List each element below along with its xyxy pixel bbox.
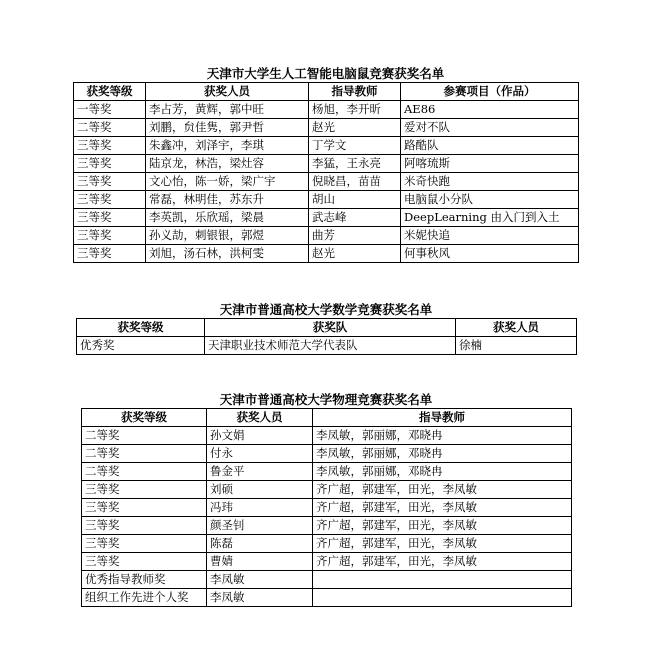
table-cell: 丁学文 <box>309 137 401 155</box>
table-cell: 冯玮 <box>207 499 313 517</box>
table-row <box>74 119 579 137</box>
physics-table <box>81 408 572 607</box>
table-cell: 三等奖 <box>74 245 146 263</box>
table-cell: 三等奖 <box>74 155 146 173</box>
table-cell: 米妮快追 <box>401 227 579 245</box>
table-header-row <box>74 83 579 101</box>
header-cell: 获奖队 <box>205 319 456 337</box>
header-cell: 获奖人员 <box>146 83 309 101</box>
table-cell: 天津职业技术师范大学代表队 <box>205 337 456 355</box>
header-cell: 获奖人员 <box>456 319 577 337</box>
table-row <box>82 535 572 553</box>
table-cell <box>313 589 572 607</box>
table-cell: 李猛，王永亮 <box>309 155 401 173</box>
table-cell: 三等奖 <box>74 227 146 245</box>
table-cell: 胡山 <box>309 191 401 209</box>
ai-mouse-section <box>73 66 579 263</box>
table-cell: 刘旭，汤石林，洪柯雯 <box>146 245 309 263</box>
header-cell: 获奖人员 <box>207 409 313 427</box>
table-cell: 米奇快跑 <box>401 173 579 191</box>
table-cell: 朱鑫冲，刘泽宇，李琪 <box>146 137 309 155</box>
table-cell: 齐广超，郭建军，田光，李凤敏 <box>313 517 572 535</box>
table-cell: 何事秋风 <box>401 245 579 263</box>
table-row <box>74 101 579 119</box>
header-cell: 指导教师 <box>309 83 401 101</box>
table-header-row <box>77 319 577 337</box>
table-cell: 二等奖 <box>82 463 207 481</box>
table-row <box>82 571 572 589</box>
table-row <box>82 481 572 499</box>
table-cell: 倪晓昌，苗苗 <box>309 173 401 191</box>
table-cell: 二等奖 <box>74 119 146 137</box>
table-cell: 曹婧 <box>207 553 313 571</box>
header-cell: 参赛项目（作品） <box>401 83 579 101</box>
table-cell: 电脑鼠小分队 <box>401 191 579 209</box>
table-cell: 三等奖 <box>82 499 207 517</box>
table-cell: 曲芳 <box>309 227 401 245</box>
table-cell: 优秀奖 <box>77 337 205 355</box>
ai-mouse-table <box>73 82 579 263</box>
table-row <box>74 209 579 227</box>
math-table <box>76 318 577 355</box>
table-cell: 路酷队 <box>401 137 579 155</box>
table-cell: 三等奖 <box>82 481 207 499</box>
header-cell: 指导教师 <box>313 409 572 427</box>
table-cell: 组织工作先进个人奖 <box>82 589 207 607</box>
table-cell: 齐广超，郭建军，田光，李凤敏 <box>313 535 572 553</box>
table-cell: 文心怡，陈一娇，梁广宇 <box>146 173 309 191</box>
physics-title: 天津市普通高校大学物理竞赛获奖名单 <box>219 392 433 407</box>
table-cell: 优秀指导教师奖 <box>82 571 207 589</box>
table-cell: 三等奖 <box>74 173 146 191</box>
table-cell: 三等奖 <box>74 137 146 155</box>
header-cell: 获奖等级 <box>82 409 207 427</box>
table-cell: 陈磊 <box>207 535 313 553</box>
table-cell: 爱对不队 <box>401 119 579 137</box>
table-cell: 陆京龙，林浩，梁灶容 <box>146 155 309 173</box>
table-row <box>82 445 572 463</box>
table-cell: DeepLearning 由入门到入土 <box>401 209 579 227</box>
table-cell: 徐楠 <box>456 337 577 355</box>
table-cell: 孙文娟 <box>207 427 313 445</box>
table-cell: 齐广超，郭建军，田光，李凤敏 <box>313 481 572 499</box>
table-cell: 付永 <box>207 445 313 463</box>
table-cell: 赵光 <box>309 119 401 137</box>
table-cell: 武志峰 <box>309 209 401 227</box>
table-cell: 李英凯，乐欣瑶，梁晨 <box>146 209 309 227</box>
table-cell: 三等奖 <box>74 209 146 227</box>
table-cell: 一等奖 <box>74 101 146 119</box>
table-row <box>77 337 577 355</box>
physics-section <box>81 392 572 607</box>
table-cell: 李凤敏 <box>207 589 313 607</box>
table-cell: 二等奖 <box>82 427 207 445</box>
ai-mouse-title: 天津市大学生人工智能电脑鼠竞赛获奖名单 <box>206 66 445 81</box>
table-cell <box>313 571 572 589</box>
table-cell: 孙义劼，刺银银，郭煜 <box>146 227 309 245</box>
table-cell: 李凤敏，郭丽娜，邓晓冉 <box>313 427 572 445</box>
table-row <box>74 155 579 173</box>
table-cell: 常磊，林明佳，苏东升 <box>146 191 309 209</box>
table-cell: 李凤敏 <box>207 571 313 589</box>
table-header-row <box>82 409 572 427</box>
table-row <box>82 553 572 571</box>
table-cell: AE86 <box>401 101 579 119</box>
table-row <box>82 463 572 481</box>
table-row <box>74 191 579 209</box>
table-row <box>74 245 579 263</box>
table-cell: 齐广超，郭建军，田光，李凤敏 <box>313 553 572 571</box>
table-cell: 鲁金平 <box>207 463 313 481</box>
header-cell: 获奖等级 <box>74 83 146 101</box>
table-cell: 杨旭，李开昕 <box>309 101 401 119</box>
table-cell: 三等奖 <box>82 517 207 535</box>
table-cell: 李凤敏，郭丽娜，邓晓冉 <box>313 445 572 463</box>
table-row <box>74 173 579 191</box>
math-section <box>76 302 577 355</box>
table-cell: 三等奖 <box>74 191 146 209</box>
table-row <box>82 589 572 607</box>
table-row <box>74 227 579 245</box>
table-cell: 齐广超，郭建军，田光，李凤敏 <box>313 499 572 517</box>
table-row <box>82 499 572 517</box>
table-row <box>82 427 572 445</box>
table-cell: 李凤敏，郭丽娜，邓晓冉 <box>313 463 572 481</box>
table-cell: 三等奖 <box>82 553 207 571</box>
table-cell: 颜圣钊 <box>207 517 313 535</box>
math-title: 天津市普通高校大学数学竞赛获奖名单 <box>219 302 433 317</box>
table-cell: 二等奖 <box>82 445 207 463</box>
table-cell: 阿喀琉斯 <box>401 155 579 173</box>
table-row <box>74 137 579 155</box>
table-row <box>82 517 572 535</box>
table-cell: 赵光 <box>309 245 401 263</box>
table-cell: 三等奖 <box>82 535 207 553</box>
table-cell: 刘鹏，贠佳隽，郭尹哲 <box>146 119 309 137</box>
table-cell: 李占芳，黄辉，郭中旺 <box>146 101 309 119</box>
header-cell: 获奖等级 <box>77 319 205 337</box>
table-cell: 刘硕 <box>207 481 313 499</box>
